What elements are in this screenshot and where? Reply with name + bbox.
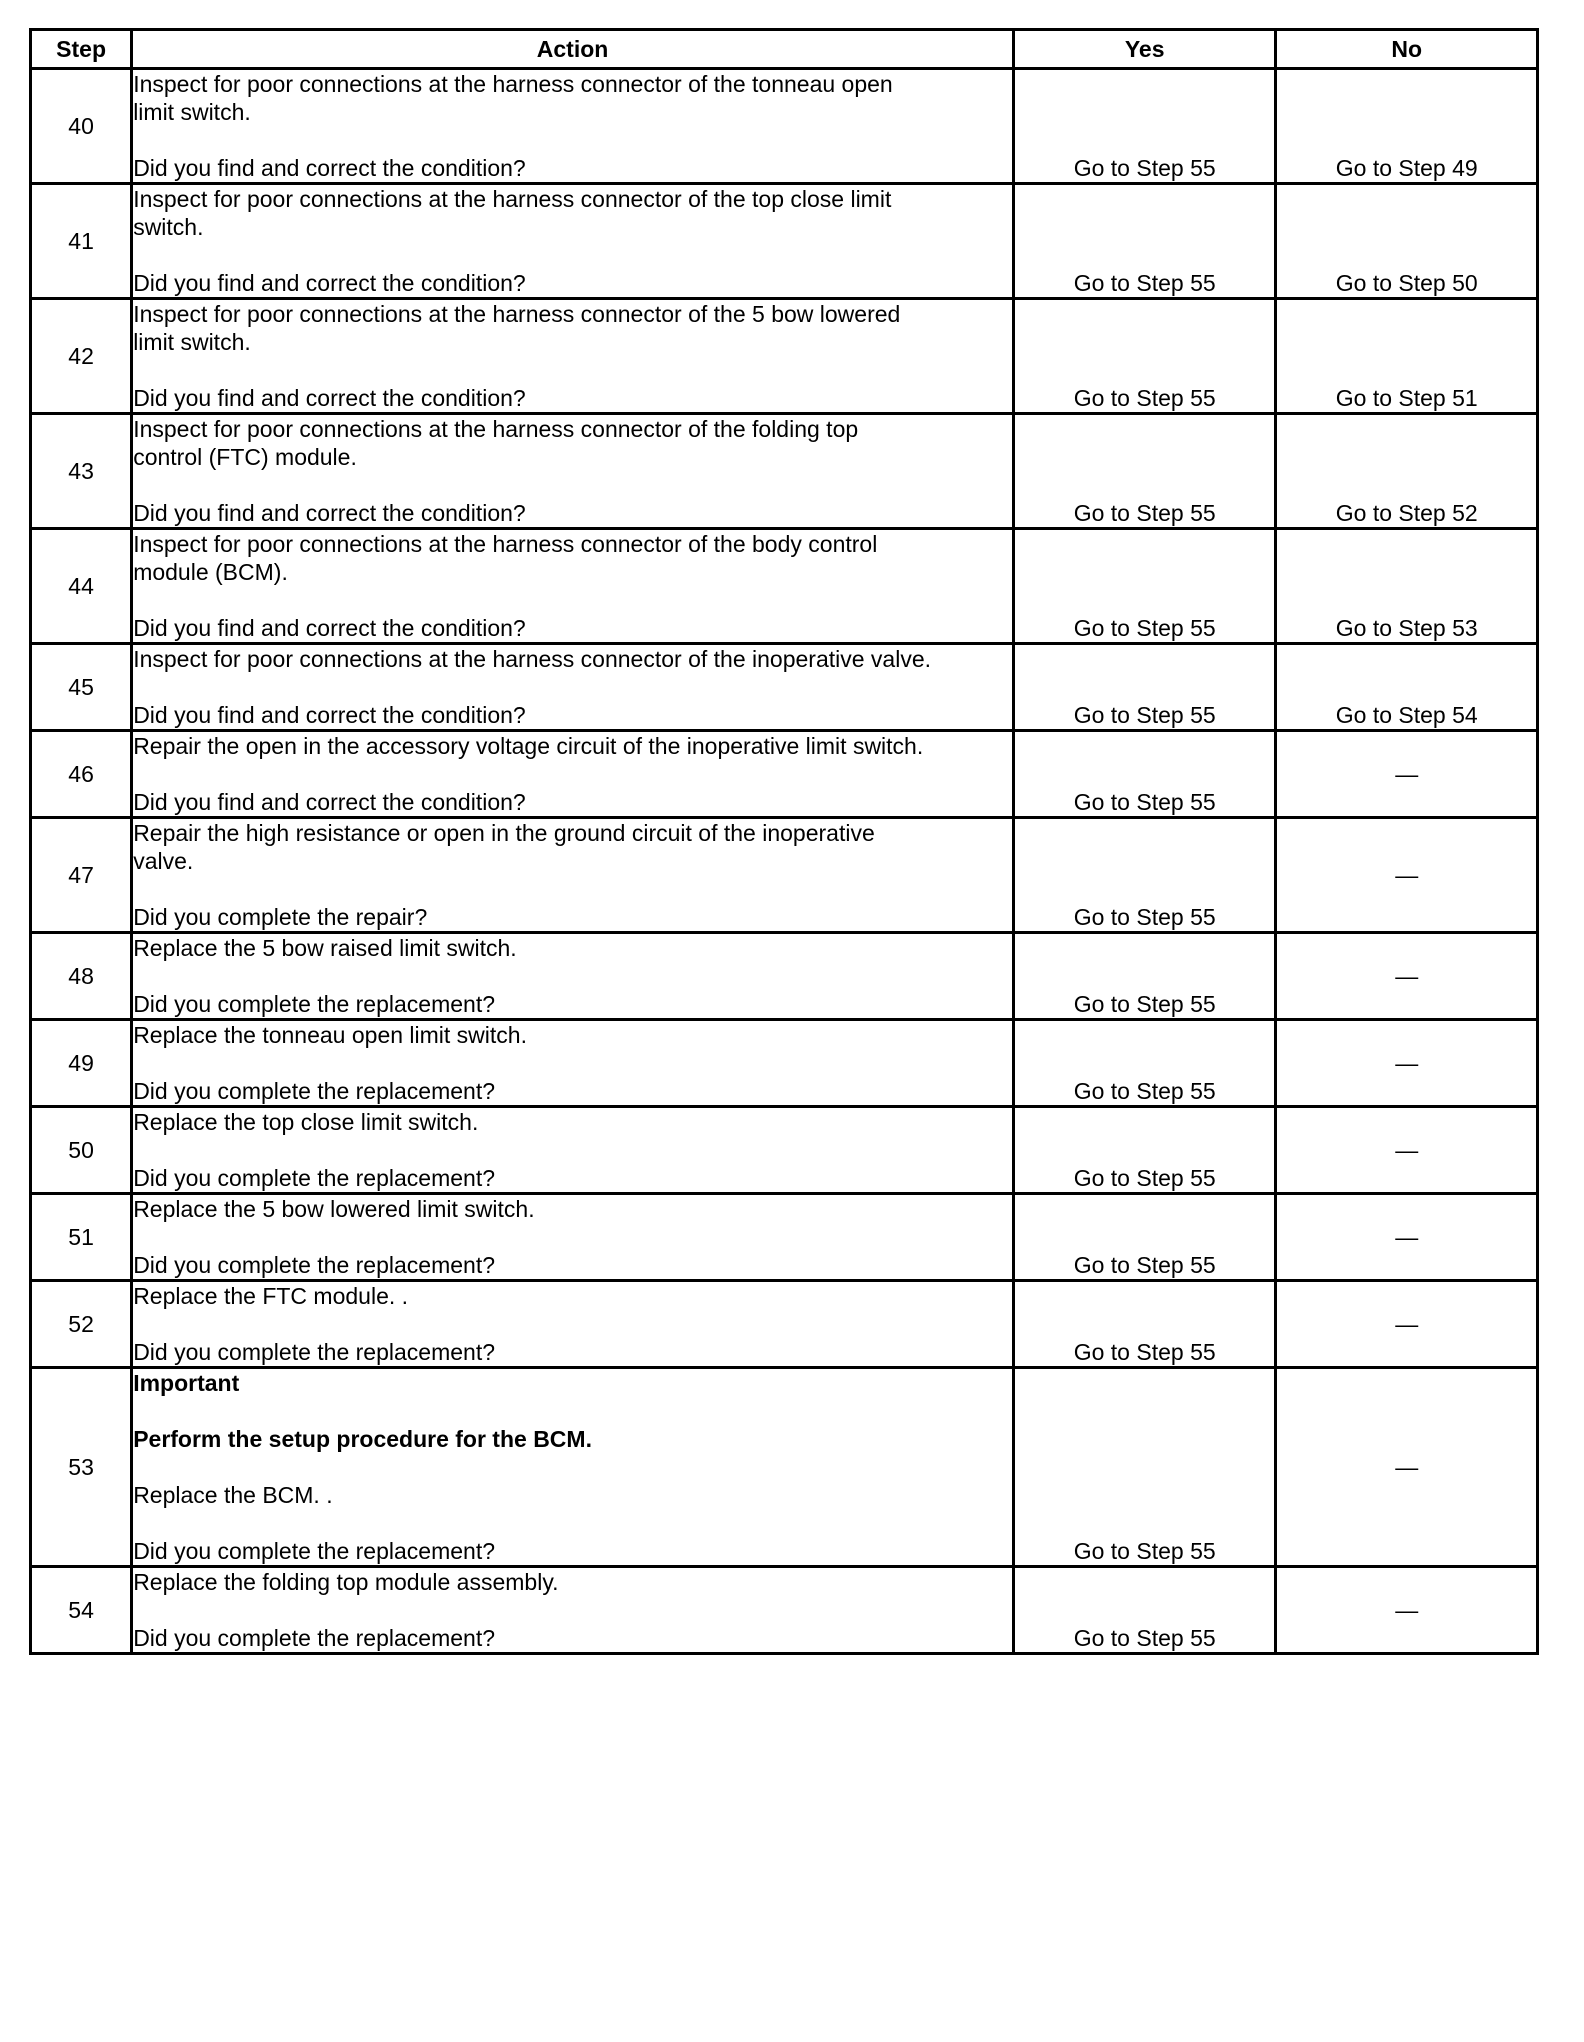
table-row	[31, 933, 1538, 1020]
diagnostic-table	[29, 28, 1539, 1655]
action-spacer	[133, 1136, 1012, 1164]
action-cell	[132, 1194, 1014, 1281]
step-number: 42	[31, 299, 132, 414]
action-cell	[132, 1368, 1014, 1567]
diagnostic-table-page	[29, 28, 1539, 1655]
table-row	[31, 184, 1538, 299]
yes-result: Go to Step 55	[1013, 529, 1276, 644]
yes-result: Go to Step 55	[1013, 184, 1276, 299]
step-number: 48	[31, 933, 132, 1020]
yes-result: Go to Step 55	[1013, 1194, 1276, 1281]
action-spacer	[133, 962, 1012, 990]
step-number: 46	[31, 731, 132, 818]
no-result: —	[1276, 1281, 1538, 1368]
no-result: Go to Step 53	[1276, 529, 1538, 644]
no-result: —	[1276, 1368, 1538, 1567]
table-row	[31, 644, 1538, 731]
action-spacer	[133, 356, 1012, 384]
step-number: 41	[31, 184, 132, 299]
no-result: Go to Step 51	[1276, 299, 1538, 414]
yes-result: Go to Step 55	[1013, 731, 1276, 818]
action-line: Did you complete the replacement?	[133, 991, 495, 1017]
action-cell	[132, 818, 1014, 933]
action-line: Replace the 5 bow raised limit switch.	[133, 935, 517, 961]
action-line: Inspect for poor connections at the harness connector of the tonneau open	[133, 71, 893, 97]
header-step: Step	[31, 30, 132, 69]
no-result: —	[1276, 1194, 1538, 1281]
yes-result: Go to Step 55	[1013, 933, 1276, 1020]
no-result: —	[1276, 731, 1538, 818]
yes-result: Go to Step 55	[1013, 818, 1276, 933]
action-spacer	[133, 1453, 1012, 1481]
action-spacer	[133, 126, 1012, 154]
action-spacer	[133, 1397, 1012, 1425]
action-cell	[132, 1107, 1014, 1194]
action-line: module (BCM).	[133, 559, 288, 585]
no-result: Go to Step 52	[1276, 414, 1538, 529]
yes-result: Go to Step 55	[1013, 299, 1276, 414]
header-no: No	[1276, 30, 1538, 69]
no-result: —	[1276, 1107, 1538, 1194]
action-line-bold: Perform the setup procedure for the BCM.	[133, 1426, 592, 1452]
header-row	[31, 30, 1538, 69]
no-result: Go to Step 49	[1276, 69, 1538, 184]
no-result: —	[1276, 818, 1538, 933]
action-line: Did you find and correct the condition?	[133, 385, 526, 411]
action-line: switch.	[133, 214, 204, 240]
action-line: Repair the open in the accessory voltage circuit of the inoperative limit switch.	[133, 733, 924, 759]
action-line: Repair the high resistance or open in the ground circuit of the inoperative	[133, 820, 875, 846]
action-line: Did you find and correct the condition?	[133, 500, 526, 526]
table-row	[31, 1020, 1538, 1107]
action-spacer	[133, 241, 1012, 269]
header-action: Action	[132, 30, 1014, 69]
action-spacer	[133, 471, 1012, 499]
step-number: 40	[31, 69, 132, 184]
table-row	[31, 1281, 1538, 1368]
action-spacer	[133, 1596, 1012, 1624]
action-line: control (FTC) module.	[133, 444, 357, 470]
step-number: 47	[31, 818, 132, 933]
action-line: Inspect for poor connections at the harness connector of the body control	[133, 531, 878, 557]
action-cell	[132, 299, 1014, 414]
yes-result: Go to Step 55	[1013, 1107, 1276, 1194]
action-line: Did you complete the replacement?	[133, 1252, 495, 1278]
action-cell	[132, 184, 1014, 299]
table-row	[31, 299, 1538, 414]
action-spacer	[133, 875, 1012, 903]
action-cell	[132, 1281, 1014, 1368]
action-line-bold: Important	[133, 1370, 240, 1396]
step-number: 50	[31, 1107, 132, 1194]
step-number: 45	[31, 644, 132, 731]
table-row	[31, 818, 1538, 933]
action-line: limit switch.	[133, 329, 251, 355]
action-cell	[132, 529, 1014, 644]
action-line: Did you complete the replacement?	[133, 1339, 495, 1365]
action-line: Replace the FTC module. .	[133, 1283, 409, 1309]
yes-result: Go to Step 55	[1013, 644, 1276, 731]
action-line: Replace the tonneau open limit switch.	[133, 1022, 527, 1048]
table-row	[31, 414, 1538, 529]
no-result: —	[1276, 933, 1538, 1020]
action-line: Did you find and correct the condition?	[133, 789, 526, 815]
table-row	[31, 1567, 1538, 1654]
no-result: Go to Step 54	[1276, 644, 1538, 731]
step-number: 49	[31, 1020, 132, 1107]
table-row	[31, 1368, 1538, 1567]
action-cell	[132, 1567, 1014, 1654]
action-cell	[132, 414, 1014, 529]
action-line: Inspect for poor connections at the harness connector of the inoperative valve.	[133, 646, 931, 672]
yes-result: Go to Step 55	[1013, 69, 1276, 184]
action-line: Inspect for poor connections at the harness connector of the folding top	[133, 416, 859, 442]
action-line: Did you find and correct the condition?	[133, 615, 526, 641]
action-line: Replace the BCM. .	[133, 1482, 333, 1508]
action-spacer	[133, 1223, 1012, 1251]
action-spacer	[133, 1049, 1012, 1077]
action-line: Inspect for poor connections at the harness connector of the top close limit	[133, 186, 892, 212]
action-line: Did you complete the repair?	[133, 904, 428, 930]
action-cell	[132, 69, 1014, 184]
step-number: 54	[31, 1567, 132, 1654]
no-result: Go to Step 50	[1276, 184, 1538, 299]
action-spacer	[133, 1310, 1012, 1338]
action-line: Did you complete the replacement?	[133, 1078, 495, 1104]
table-row	[31, 1194, 1538, 1281]
table-row	[31, 69, 1538, 184]
action-line: Did you find and correct the condition?	[133, 702, 526, 728]
yes-result: Go to Step 55	[1013, 1567, 1276, 1654]
action-line: Replace the top close limit switch.	[133, 1109, 479, 1135]
action-line: Did you find and correct the condition?	[133, 270, 526, 296]
action-line: Replace the 5 bow lowered limit switch.	[133, 1196, 535, 1222]
action-cell	[132, 933, 1014, 1020]
action-line: Inspect for poor connections at the harness connector of the 5 bow lowered	[133, 301, 901, 327]
table-row	[31, 1107, 1538, 1194]
action-line: Did you complete the replacement?	[133, 1538, 495, 1564]
yes-result: Go to Step 55	[1013, 1368, 1276, 1567]
action-line: Did you complete the replacement?	[133, 1165, 495, 1191]
action-line: limit switch.	[133, 99, 251, 125]
action-cell	[132, 644, 1014, 731]
action-spacer	[133, 760, 1012, 788]
step-number: 53	[31, 1368, 132, 1567]
step-number: 52	[31, 1281, 132, 1368]
action-line: Did you complete the replacement?	[133, 1625, 495, 1651]
action-line: valve.	[133, 848, 194, 874]
action-spacer	[133, 586, 1012, 614]
header-yes: Yes	[1013, 30, 1276, 69]
yes-result: Go to Step 55	[1013, 1020, 1276, 1107]
action-line: Replace the folding top module assembly.	[133, 1569, 559, 1595]
no-result: —	[1276, 1567, 1538, 1654]
action-line: Did you find and correct the condition?	[133, 155, 526, 181]
action-spacer	[133, 1509, 1012, 1537]
step-number: 44	[31, 529, 132, 644]
yes-result: Go to Step 55	[1013, 414, 1276, 529]
table-row	[31, 529, 1538, 644]
step-number: 51	[31, 1194, 132, 1281]
action-spacer	[133, 673, 1012, 701]
no-result: —	[1276, 1020, 1538, 1107]
action-cell	[132, 731, 1014, 818]
yes-result: Go to Step 55	[1013, 1281, 1276, 1368]
action-cell	[132, 1020, 1014, 1107]
step-number: 43	[31, 414, 132, 529]
table-row	[31, 731, 1538, 818]
